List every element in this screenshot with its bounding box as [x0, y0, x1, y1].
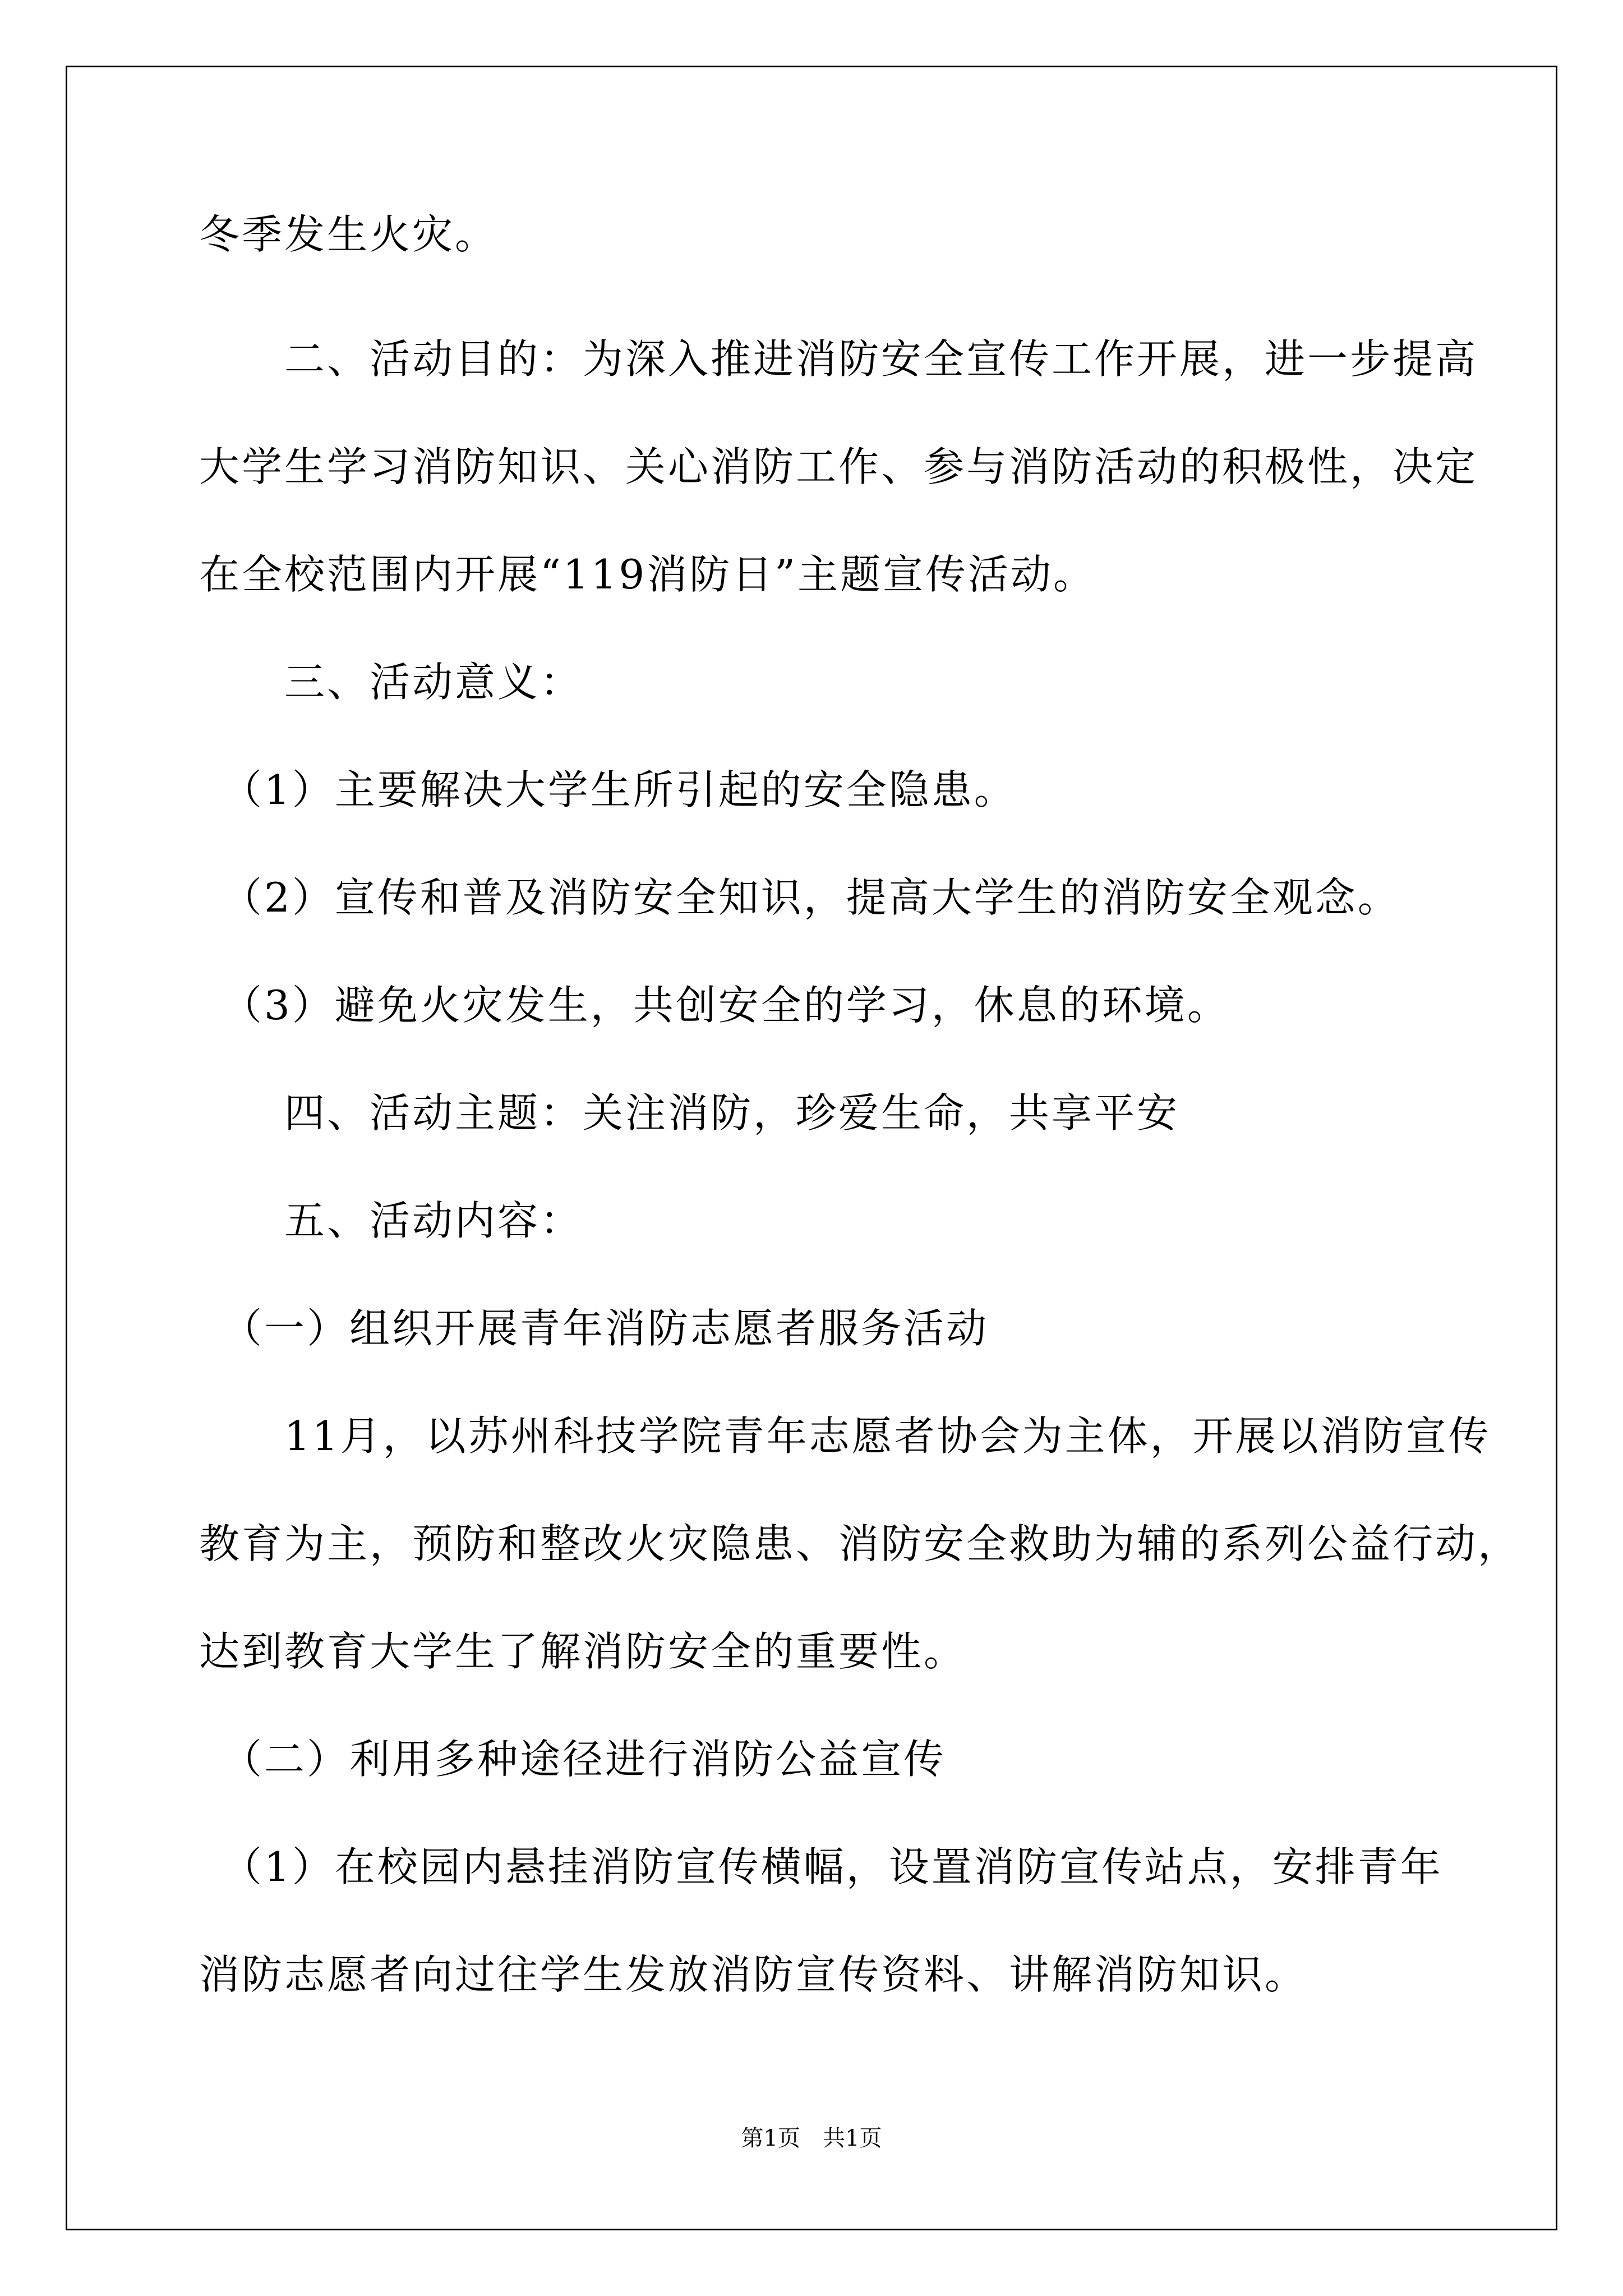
paragraph-line: （1）主要解决大学生所引起的安全隐患。 — [199, 766, 1017, 813]
paragraph-line: 在全校范围内开展“119消防日”主题宣传活动。 — [199, 551, 1096, 598]
paragraph-line: （二）利用多种途径进行消防公益宣传 — [199, 1736, 947, 1783]
page-footer: 第1页 共1页 — [741, 2125, 882, 2151]
paragraph-line: 冬季发生火灾。 — [199, 211, 498, 258]
paragraph-line: （1）在校园内悬挂消防宣传横幅，设置消防宣传站点，安排青年 — [199, 1843, 1443, 1890]
paragraph-line: （2）宣传和普及消防安全知识，提高大学生的消防安全观念。 — [199, 874, 1400, 921]
paragraph-line: （一）组织开展青年消防志愿者服务活动 — [199, 1305, 989, 1352]
paragraph-line: 消防志愿者向过往学生发放消防宣传资料、讲解消防知识。 — [199, 1951, 1308, 1998]
paragraph-line: 教育为主，预防和整改火灾隐患、消防安全救助为辅的系列公益行动， — [199, 1520, 1521, 1567]
paragraph-line: （3）避免火灾发生，共创安全的学习，休息的环境。 — [199, 982, 1230, 1029]
page-border — [66, 66, 1557, 2230]
paragraph-line: 达到教育大学生了解消防安全的重要性。 — [199, 1628, 967, 1675]
paragraph-line: 11月，以苏州科技学院青年志愿者协会为主体，开展以消防宣传 — [199, 1412, 1491, 1460]
paragraph-line: 大学生学习消防知识、关心消防工作、参与消防活动的积极性，决定 — [199, 443, 1478, 490]
paragraph-line: 三、活动意义： — [199, 659, 583, 706]
paragraph-line: 二、活动目的：为深入推进消防安全宣传工作开展，进一步提高 — [199, 335, 1478, 383]
paragraph-line: 四、活动主题：关注消防，珍爱生命，共享平安 — [199, 1089, 1180, 1137]
paragraph-line: 五、活动内容： — [199, 1197, 583, 1244]
